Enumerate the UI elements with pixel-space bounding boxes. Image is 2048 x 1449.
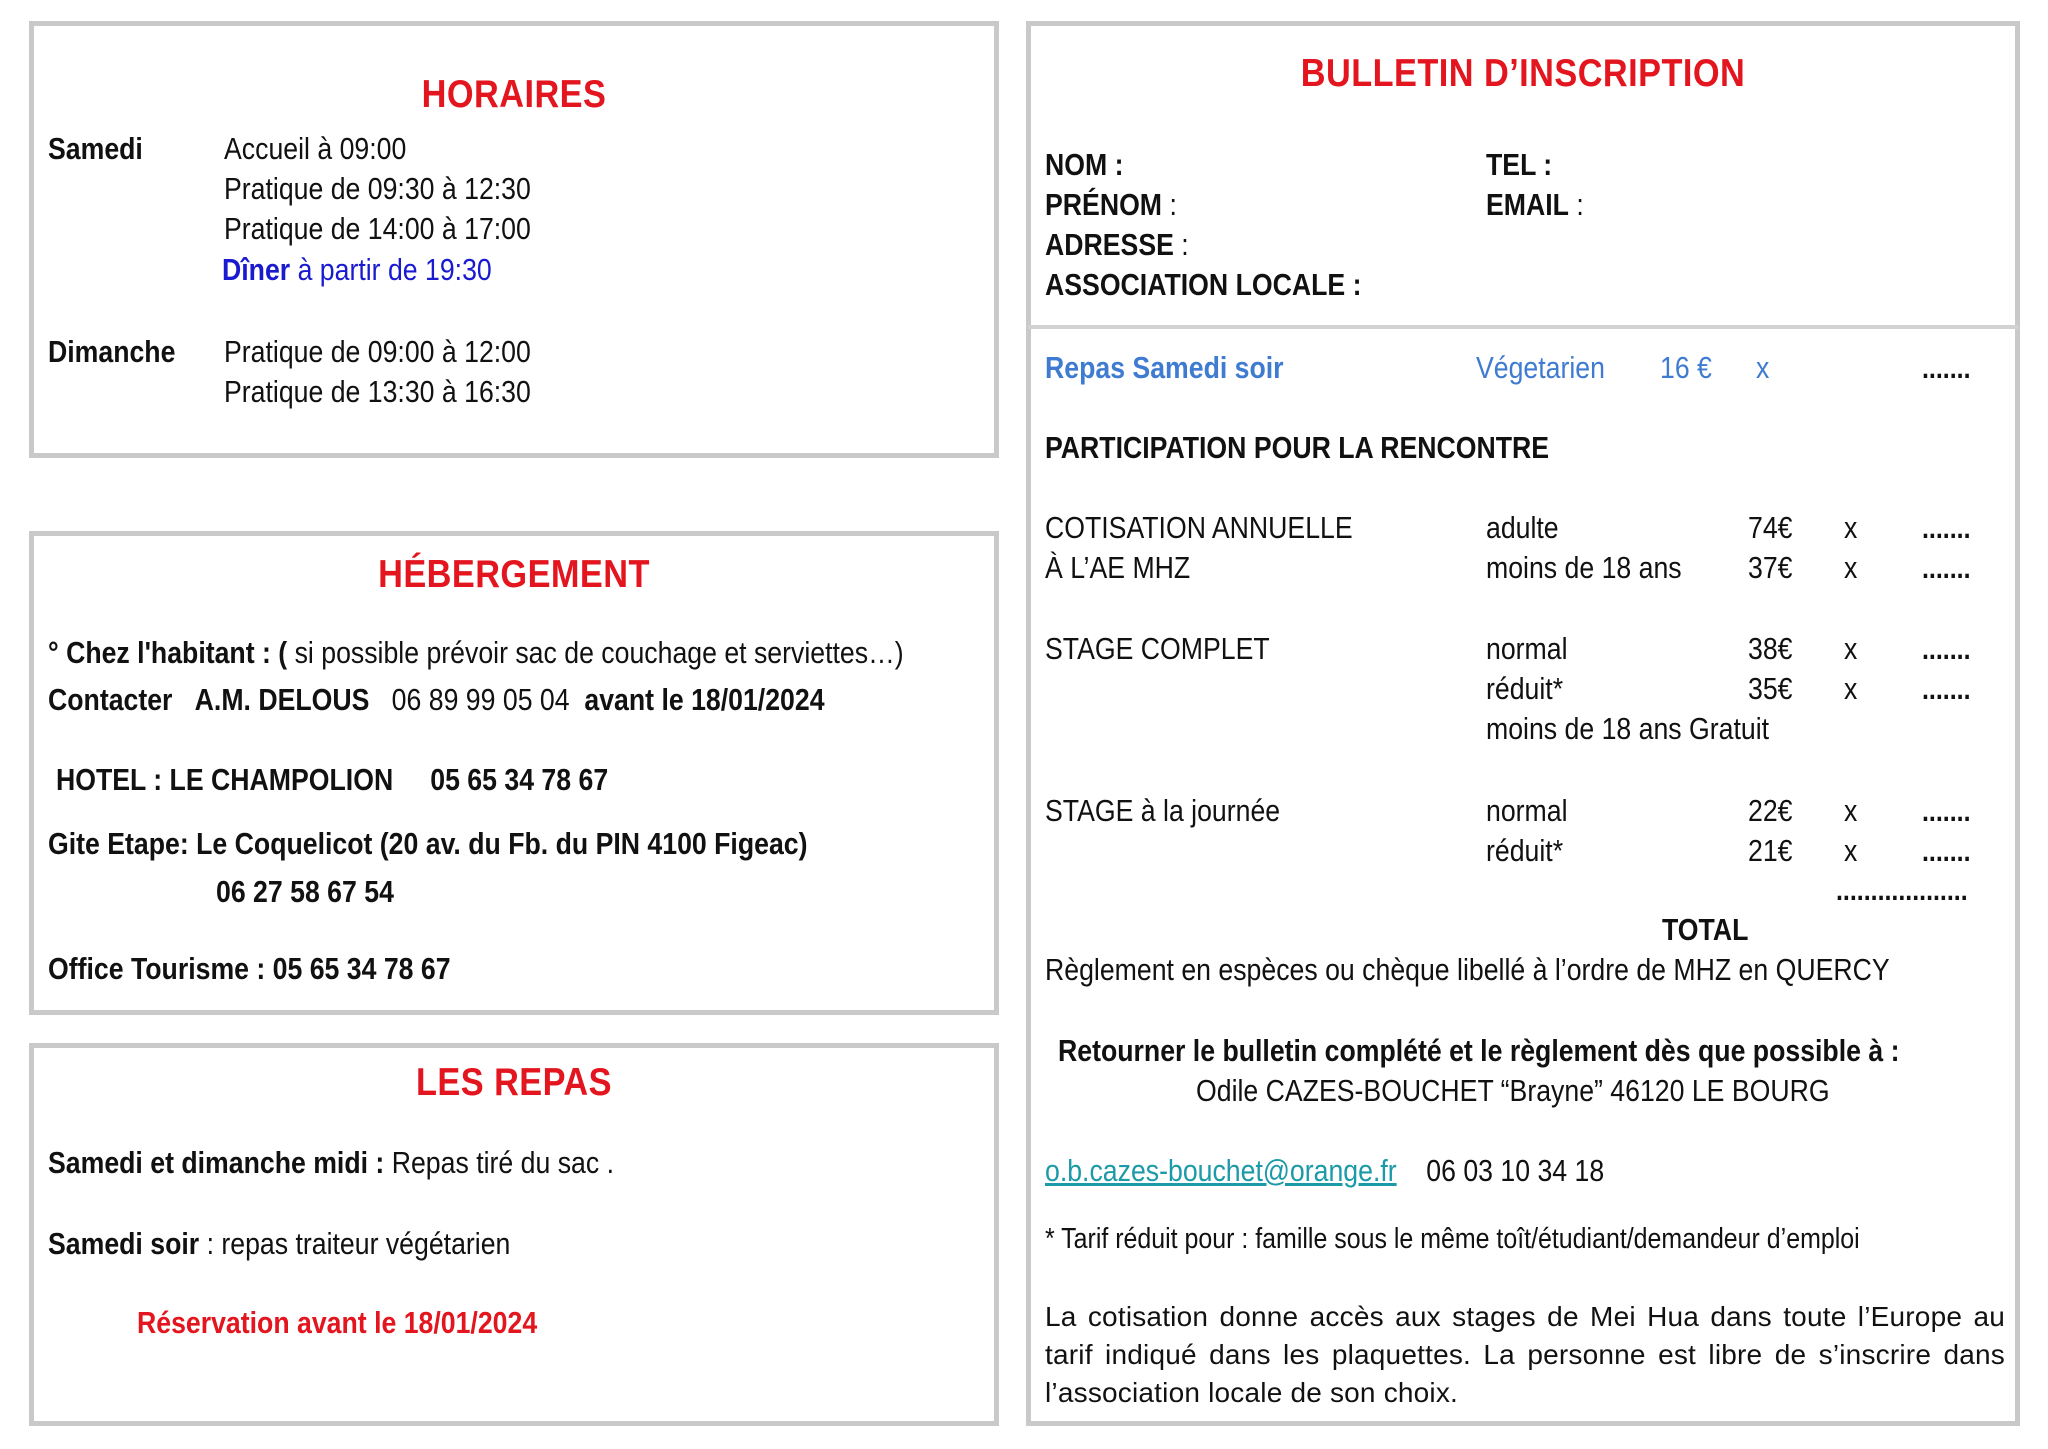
email-field[interactable] xyxy=(1486,187,1584,223)
dimanche-line: Pratique de 09:00 à 12:00 xyxy=(224,334,531,369)
email-link[interactable]: o.b.cazes-bouchet@orange.fr xyxy=(1045,1153,1397,1188)
contact-deadline: avant le 18/01/2024 xyxy=(584,682,825,717)
prenom-field[interactable] xyxy=(1045,187,1177,223)
reglement-text: Règlement en espèces ou chèque libellé à l’ordre de MHZ en QUERCY xyxy=(1045,952,1890,987)
habitant-label: ° Chez l'habitant : ( xyxy=(48,635,288,670)
samedi-line: Pratique de 14:00 à 17:00 xyxy=(224,211,531,246)
multiplier: x xyxy=(1844,671,1858,706)
midi-line xyxy=(48,1145,614,1181)
soir-value: : repas traiteur végétarien xyxy=(206,1226,511,1261)
tel-field[interactable]: TEL : xyxy=(1486,147,1553,182)
quantity-field[interactable]: ....... xyxy=(1922,796,1971,828)
repas-multiplier: x xyxy=(1756,350,1770,385)
samedi-label: Samedi xyxy=(48,131,143,166)
stage-journee-label: STAGE à la journée xyxy=(1045,793,1281,828)
diner-word: Dîner xyxy=(222,252,291,287)
tarif-note: * Tarif réduit pour : famille sous le même toît/étudiant/demandeur d’emploi xyxy=(1045,1223,1860,1255)
cotisation-price: 74€ xyxy=(1748,510,1793,545)
samedi-line: Pratique de 09:30 à 12:30 xyxy=(224,171,531,206)
office-tourisme: Office Tourisme : 05 65 34 78 67 xyxy=(48,951,451,986)
soir-label: Samedi soir xyxy=(48,1226,200,1261)
soir-line xyxy=(48,1226,510,1262)
dimanche-line: Pratique de 13:30 à 16:30 xyxy=(224,374,531,409)
stage-complet-option: réduit* xyxy=(1486,671,1564,706)
cotisation-price: 37€ xyxy=(1748,550,1793,585)
stage-complet-free: moins de 18 ans Gratuit xyxy=(1486,711,1770,746)
gite-phone: 06 27 58 67 54 xyxy=(216,874,394,909)
contact-line xyxy=(48,682,825,718)
quantity-field[interactable]: ....... xyxy=(1922,634,1971,666)
participation-title: PARTICIPATION POUR LA RENCONTRE xyxy=(1045,430,1550,465)
hotel-line xyxy=(56,762,608,798)
multiplier: x xyxy=(1844,793,1858,828)
multiplier: x xyxy=(1844,550,1858,585)
diner-line xyxy=(222,252,492,288)
nom-field[interactable]: NOM : xyxy=(1045,147,1124,182)
multiplier: x xyxy=(1844,510,1858,545)
stage-complet-price: 38€ xyxy=(1748,631,1793,666)
adresse-field[interactable] xyxy=(1045,227,1189,263)
stage-journee-option: normal xyxy=(1486,793,1568,828)
hebergement-title: HÉBERGEMENT xyxy=(378,553,650,596)
stage-journee-price: 21€ xyxy=(1748,833,1793,868)
adresse-label: ADRESSE xyxy=(1045,227,1174,262)
cotisation-option: adulte xyxy=(1486,510,1559,545)
email-label: EMAIL xyxy=(1486,187,1569,222)
stage-complet-option: normal xyxy=(1486,631,1568,666)
stage-journee-option: réduit* xyxy=(1486,833,1564,868)
habitant-line xyxy=(48,635,904,671)
bulletin-title: BULLETIN D’INSCRIPTION xyxy=(1300,52,1746,95)
contact-line xyxy=(1045,1153,1604,1189)
adresse-colon: : xyxy=(1181,227,1189,262)
repas-title: LES REPAS xyxy=(416,1061,612,1104)
stage-complet-price: 35€ xyxy=(1748,671,1793,706)
total-field[interactable]: ................... xyxy=(1836,875,1968,907)
contact-label: Contacter xyxy=(48,682,173,717)
section-divider xyxy=(1028,325,2018,329)
samedi-line: Accueil à 09:00 xyxy=(224,131,407,166)
association-field[interactable]: ASSOCIATION LOCALE : xyxy=(1045,267,1362,302)
reservation-deadline: Réservation avant le 18/01/2024 xyxy=(137,1305,538,1340)
repas-type: Végetarien xyxy=(1476,350,1605,385)
quantity-field[interactable]: ....... xyxy=(1922,674,1971,706)
diner-time: à partir de 19:30 xyxy=(297,252,492,287)
retour-title: Retourner le bulletin complété et le règlement dès que possible à : xyxy=(1058,1033,1900,1068)
repas-quantity-field[interactable]: ....... xyxy=(1922,353,1971,385)
habitant-note: si possible prévoir sac de couchage et serviettes…) xyxy=(294,635,904,670)
stage-complet-label: STAGE COMPLET xyxy=(1045,631,1270,666)
repas-samedi-label: Repas Samedi soir xyxy=(1045,350,1284,385)
prenom-label: PRÉNOM xyxy=(1045,187,1163,222)
contact-phone: 06 89 99 05 04 xyxy=(391,682,570,717)
midi-label: Samedi et dimanche midi : xyxy=(48,1145,385,1180)
cotisation-option: moins de 18 ans xyxy=(1486,550,1682,585)
email-colon: : xyxy=(1576,187,1584,222)
contact-phone: 06 03 10 34 18 xyxy=(1426,1153,1605,1188)
quantity-field[interactable]: ....... xyxy=(1922,836,1971,868)
contact-name: A.M. DELOUS xyxy=(194,682,370,717)
horaires-title: HORAIRES xyxy=(421,73,607,116)
quantity-field[interactable]: ....... xyxy=(1922,553,1971,585)
prenom-colon: : xyxy=(1169,187,1177,222)
stage-journee-price: 22€ xyxy=(1748,793,1793,828)
cotisation-label: À L’AE MHZ xyxy=(1045,550,1191,585)
cotisation-note: La cotisation donne accès aux stages de Mei Hua dans toute l’Europe au tarif indiqué dans les plaquettes. La personne est libre de s’inscrire dans l’association locale de son choix. xyxy=(1045,1301,2005,1408)
repas-price: 16 € xyxy=(1660,350,1712,385)
hotel-phone: 05 65 34 78 67 xyxy=(430,762,609,797)
retour-address: Odile CAZES-BOUCHET “Brayne” 46120 LE BOURG xyxy=(1196,1073,1830,1108)
multiplier: x xyxy=(1844,833,1858,868)
total-label: TOTAL xyxy=(1662,912,1749,947)
cotisation-label: COTISATION ANNUELLE xyxy=(1045,510,1353,545)
quantity-field[interactable]: ....... xyxy=(1922,513,1971,545)
gite-line: Gite Etape: Le Coquelicot (20 av. du Fb. du PIN 4100 Figeac) xyxy=(48,826,808,861)
multiplier: x xyxy=(1844,631,1858,666)
dimanche-label: Dimanche xyxy=(48,334,176,369)
hotel-name: HOTEL : LE CHAMPOLION xyxy=(56,762,394,797)
midi-value: Repas tiré du sac . xyxy=(391,1145,615,1180)
